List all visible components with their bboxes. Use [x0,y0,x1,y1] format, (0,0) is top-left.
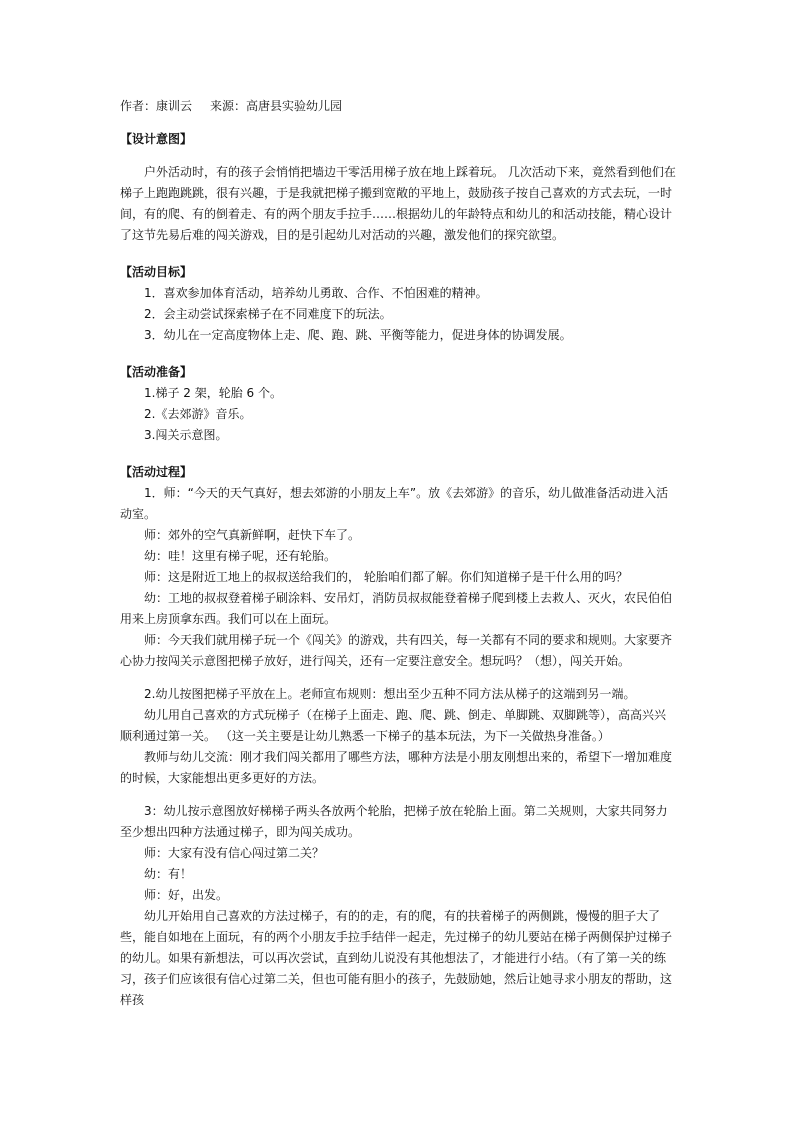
byline [120,96,676,117]
source: 来源：高唐县实验幼儿园 [210,99,343,113]
process-paragraph: 幼：有！ [144,867,193,881]
process-paragraph: 教师与幼儿交流：刚才我们闯关都用了哪些方法，哪种方法是小朋友刚想出来的，希望下一增加难度的时候，大家能想出更多更好的方法。 [120,750,673,785]
process-paragraph: 2.幼儿按图把梯子平放在上。老师宣布规则：想出至少五种不同方法从梯子的这端到另一端。 [144,687,636,701]
process-paragraph: 1．师：“今天的天气真好，想去郊游的小朋友上车”。放《去郊游》的音乐，幼儿做准备活动进入活动室。 [120,486,669,521]
process-paragraph: 师：今天我们就用梯子玩一个《闯关》的游戏，共有四关，每一关都有不同的要求和规则。大家要齐心协力按闯关示意图把梯子放好，进行闯关，还有一定要注意安全。想玩吗？（想），闯关开始。 [120,633,673,668]
process-paragraph: 师：郊外的空气真新鲜啊，赶快下车了。 [144,528,361,542]
process-paragraph: 师：好，出发。 [144,888,229,902]
process-paragraph: 3：幼儿按示意图放好梯梯子两头各放两个轮胎，把梯子放在轮胎上面。第二关规则，大家共同努力至少想出四种方法通过梯子，即为闯关成功。 [120,804,668,839]
process-paragraph: 幼：工地的叔叔登着梯子刷涂料、安吊灯，消防员叔叔能登着梯子爬到楼上去救人、灭火，农民伯伯用来上房顶拿东西。我们可以在上面玩。 [120,591,673,626]
process-paragraph: 幼儿用自己喜欢的方式玩梯子（在梯子上面走、跑、爬、跳、倒走、单脚跳、双脚跳等），高高兴兴顺利通过第一关。 （这一关主要是让幼儿熟悉一下梯子的基本玩法，为下一关做热身准备。） [120,708,667,743]
goals-heading: 【活动目标】 [120,265,193,279]
design-intent-body: 户外活动时，有的孩子会悄悄把墙边干零活用梯子放在地上踩着玩。 几次活动下来，竟然看到他们在梯子上跑跑跳跳，很有兴趣，于是我就把梯子搬到宽敞的平地上，鼓励孩子按自己喜欢的方式去玩，一时间，有的爬、有的倒着走、有的两个朋友手拉手……根据幼儿的年龄特点和幼儿的和活动技能，精心设计了这节先易后难的闯关游戏，目的是引起幼儿对活动的兴趣，激发他们的探究欲望。 [120,165,676,242]
process-paragraph: 幼：哇！这里有梯子呢，还有轮胎。 [144,549,337,563]
document-content [120,96,676,1011]
process-paragraph: 师：这是附近工地上的叔叔送给我们的， 轮胎咱们都了解。你们知道梯子是干什么用的吗？ [144,570,628,584]
prep-item: 2.《去郊游》音乐。 [144,407,252,421]
goal-item: 3．幼儿在一定高度物体上走、爬、跑、跳、平衡等能力，促进身体的协调发展。 [144,328,572,342]
goal-item: 2．会主动尝试探索梯子在不同难度下的玩法。 [144,307,392,321]
goal-item: 1．喜欢参加体育活动，培养幼儿勇敢、合作、不怕困难的精神。 [144,286,488,300]
author: 作者：康训云 [120,99,193,113]
prep-item: 1.梯子 2 架，轮胎 6 个。 [144,386,282,400]
prep-item: 3.闯关示意图。 [144,428,228,442]
prep-heading: 【活动准备】 [120,365,193,379]
design-intent-heading: 【设计意图】 [120,132,193,146]
process-paragraph: 幼儿开始用自己喜欢的方法过梯子，有的的走，有的爬，有的扶着梯子的两侧跳，慢慢的胆子大了些，能自如地在上面玩，有的两个小朋友手拉手结伴一起走，先过梯子的幼儿要站在梯子两侧保护过梯子的幼儿。如果有新想法，可以再次尝试，直到幼儿说没有其他想法了，才能进行小结。（有了第一关的练习，孩子们应该很有信心过第二关，但也可能有胆小的孩子，先鼓励她，然后让她寻求小朋友的帮助，这样孩 [120,909,673,1007]
process-heading: 【活动过程】 [120,465,193,479]
process-paragraph: 师：大家有没有信心闯过第二关？ [144,846,325,860]
